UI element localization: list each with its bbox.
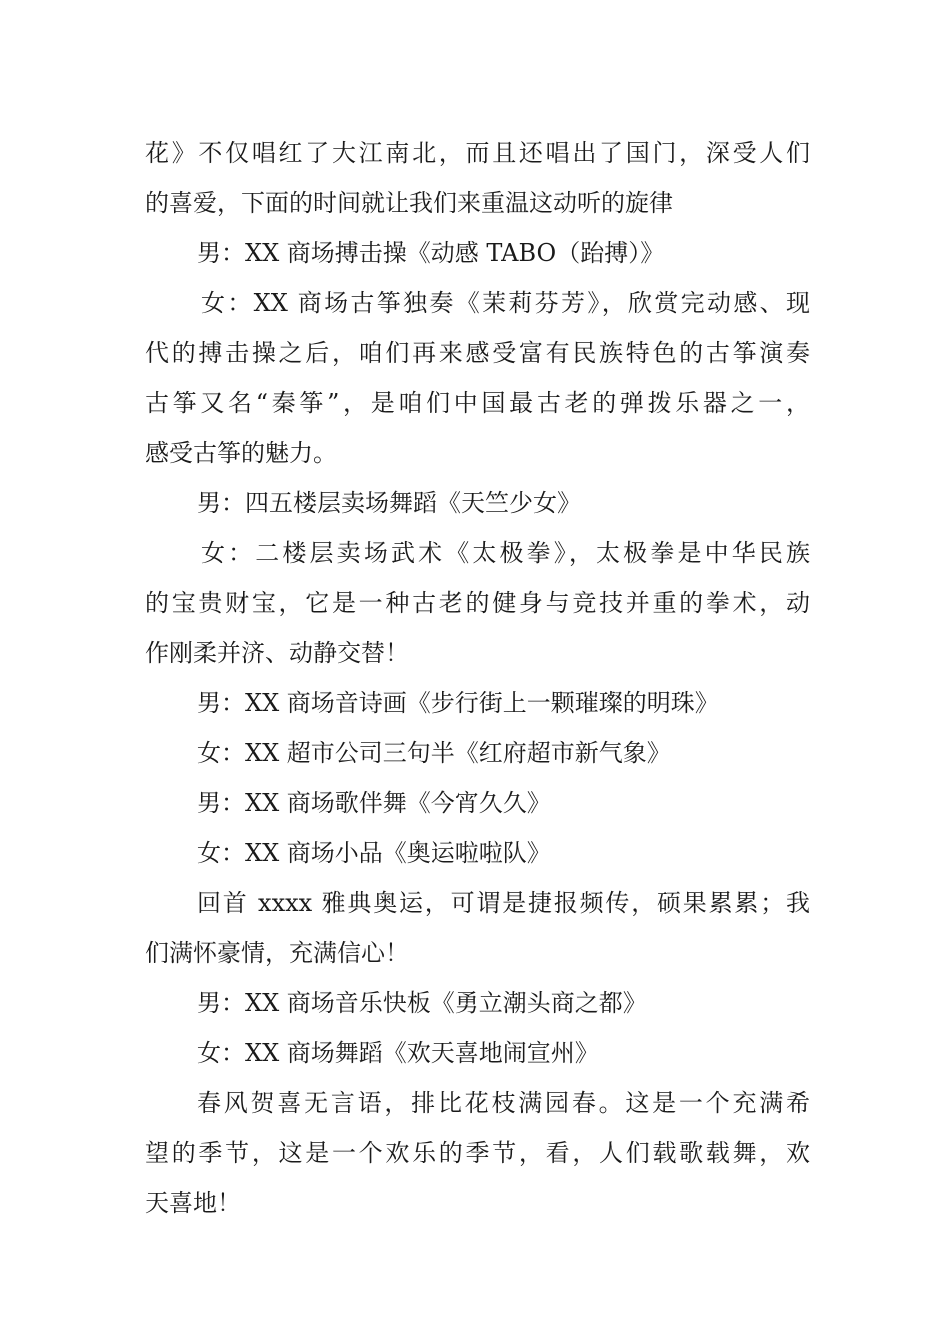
text-line: 男：XX 商场歌伴舞《今宵久久》 (197, 789, 551, 817)
text-line: 女：XX 超市公司三句半《红府超市新气象》 (197, 739, 671, 767)
text-line: 古筝又名“秦筝”，是咱们中国最古老的弹拨乐器之一， (145, 389, 810, 417)
text-line: 女：XX 商场小品《奥运啦啦队》 (197, 839, 551, 867)
text-line: 男：四五楼层卖场舞蹈《天竺少女》 (197, 489, 581, 517)
text-line: 男：XX 商场音诗画《步行街上一颗璀璨的明珠》 (197, 689, 719, 717)
text-line: 们满怀豪情，充满信心！ (145, 939, 409, 967)
text-line: 花》不仅唱红了大江南北，而且还唱出了国门，深受人们 (145, 139, 810, 167)
text-line: 代的搏击操之后，咱们再来感受富有民族特色的古筝演奏 (145, 339, 810, 367)
text-line: 回首 xxxx 雅典奥运，可谓是捷报频传，硕果累累；我 (197, 889, 810, 917)
text-line: 女：二楼层卖场武术《太极拳》，太极拳是中华民族 (201, 539, 810, 567)
text-line: 作刚柔并济、动静交替！ (145, 639, 409, 667)
text-line: 女：XX 商场古筝独奏《茉莉芬芳》，欣赏完动感、现 (201, 289, 810, 317)
text-line: 女：XX 商场舞蹈《欢天喜地闹宣州》 (197, 1039, 599, 1067)
text-line: 春风贺喜无言语，排比花枝满园春。这是一个充满希 (197, 1089, 810, 1117)
text-line: 感受古筝的魅力。 (145, 439, 337, 467)
text-line: 的喜爱，下面的时间就让我们来重温这动听的旋律 (145, 189, 673, 217)
text-line: 望的季节，这是一个欢乐的季节，看，人们载歌载舞，欢 (145, 1139, 810, 1167)
text-line: 天喜地！ (145, 1189, 241, 1217)
text-line: 的宝贵财宝，它是一种古老的健身与竞技并重的拳术，动 (145, 589, 810, 617)
document-body (145, 128, 810, 1228)
text-line: 男：XX 商场音乐快板《勇立潮头商之都》 (197, 989, 647, 1017)
text-line: 男：XX 商场搏击操《动感 TABO（跆搏）》 (197, 239, 665, 267)
